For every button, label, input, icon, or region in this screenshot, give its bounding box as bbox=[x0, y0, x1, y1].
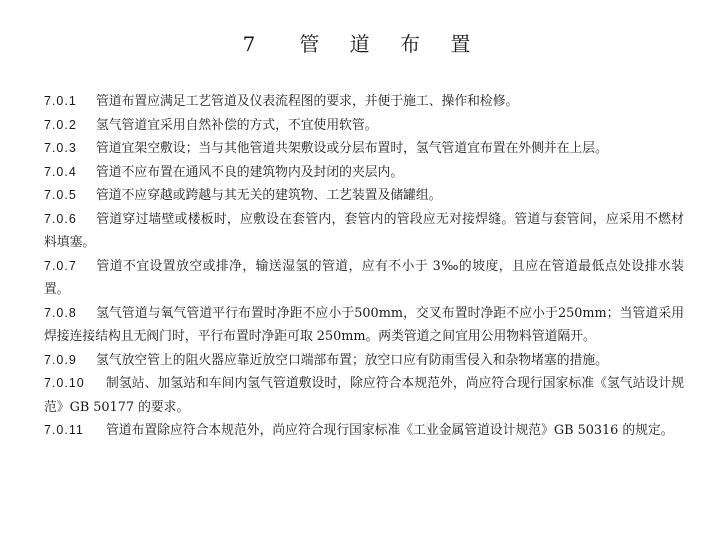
clause-7-0-1 bbox=[44, 90, 684, 114]
clause-text: 氢气管道与氧气管道平行布置时净距不应小于500mm，交叉布置时净距不应小于250mm；当管道采用焊接连接结构且无阀门时，平行布置时净距可取 250mm。两类管道之间宜用公用物料管道隔开。 bbox=[44, 305, 684, 344]
clause-number: 7.0.2 bbox=[44, 117, 77, 132]
clause-7-0-6 bbox=[44, 208, 684, 255]
clause-7-0-11 bbox=[44, 419, 684, 443]
clause-number: 7.0.6 bbox=[44, 211, 77, 226]
clause-text: 管道布置应满足工艺管道及仪表流程图的要求，并便于施工、操作和检修。 bbox=[96, 94, 519, 109]
clause-7-0-9 bbox=[44, 349, 684, 373]
clause-number: 7.0.1 bbox=[44, 94, 77, 108]
section-title: 7 管 道 布 置 bbox=[242, 32, 483, 56]
clause-text: 管道不应布置在通风不良的建筑物内及封闭的夹层内。 bbox=[96, 164, 404, 180]
clause-7-0-7 bbox=[44, 255, 684, 302]
clause-number: 7.0.7 bbox=[44, 258, 77, 273]
clause-number: 7.0.5 bbox=[44, 188, 77, 202]
clause-text: 管道穿过墙壁或楼板时，应敷设在套管内，套管内的管段应无对接焊缝。管道与套管间，应采用不燃材料填塞。 bbox=[44, 211, 684, 250]
clause-7-0-5 bbox=[44, 184, 684, 208]
clause-7-0-10 bbox=[44, 372, 684, 419]
clause-text: 制氢站、加氢站和车间内氢气管道敷设时，除应符合本规范外，尚应符合现行国家标准《氢气站设计规范》GB 50177 的要求。 bbox=[44, 376, 684, 415]
clause-7-0-4 bbox=[44, 161, 684, 185]
clause-number: 7.0.3 bbox=[44, 141, 77, 155]
clause-text: 管道宜架空敷设；当与其他管道共架敷设或分层布置时，氢气管道宜布置在外侧并在上层。 bbox=[96, 141, 608, 156]
clause-number: 7.0.4 bbox=[44, 164, 77, 179]
clause-number: 7.0.8 bbox=[44, 305, 77, 320]
clause-7-0-3 bbox=[44, 137, 684, 161]
clause-7-0-2 bbox=[44, 114, 684, 138]
clause-number: 7.0.10 bbox=[44, 376, 85, 390]
clause-text: 管道布置除应符合本规范外，尚应符合现行国家标准《工业金属管道设计规范》GB 50316 的规定。 bbox=[106, 423, 674, 438]
clause-number: 7.0.11 bbox=[44, 423, 84, 437]
clause-list bbox=[44, 90, 684, 443]
clause-text: 氢气管道宜采用自然补偿的方式，不宜使用软管。 bbox=[96, 117, 378, 133]
clause-text: 氢气放空管上的阻火器应靠近放空口端部布置；放空口应有防雨雪侵入和杂物堵塞的措施。 bbox=[96, 352, 608, 368]
clause-number: 7.0.9 bbox=[44, 352, 77, 367]
clause-7-0-8 bbox=[44, 302, 684, 349]
clause-text: 管道不宜设置放空或排净，输送湿氢的管道，应有不小于 3‰的坡度，且应在管道最低点处设排水装置。 bbox=[44, 258, 684, 297]
clause-text: 管道不应穿越或跨越与其无关的建筑物、工艺装置及储罐组。 bbox=[96, 188, 442, 203]
